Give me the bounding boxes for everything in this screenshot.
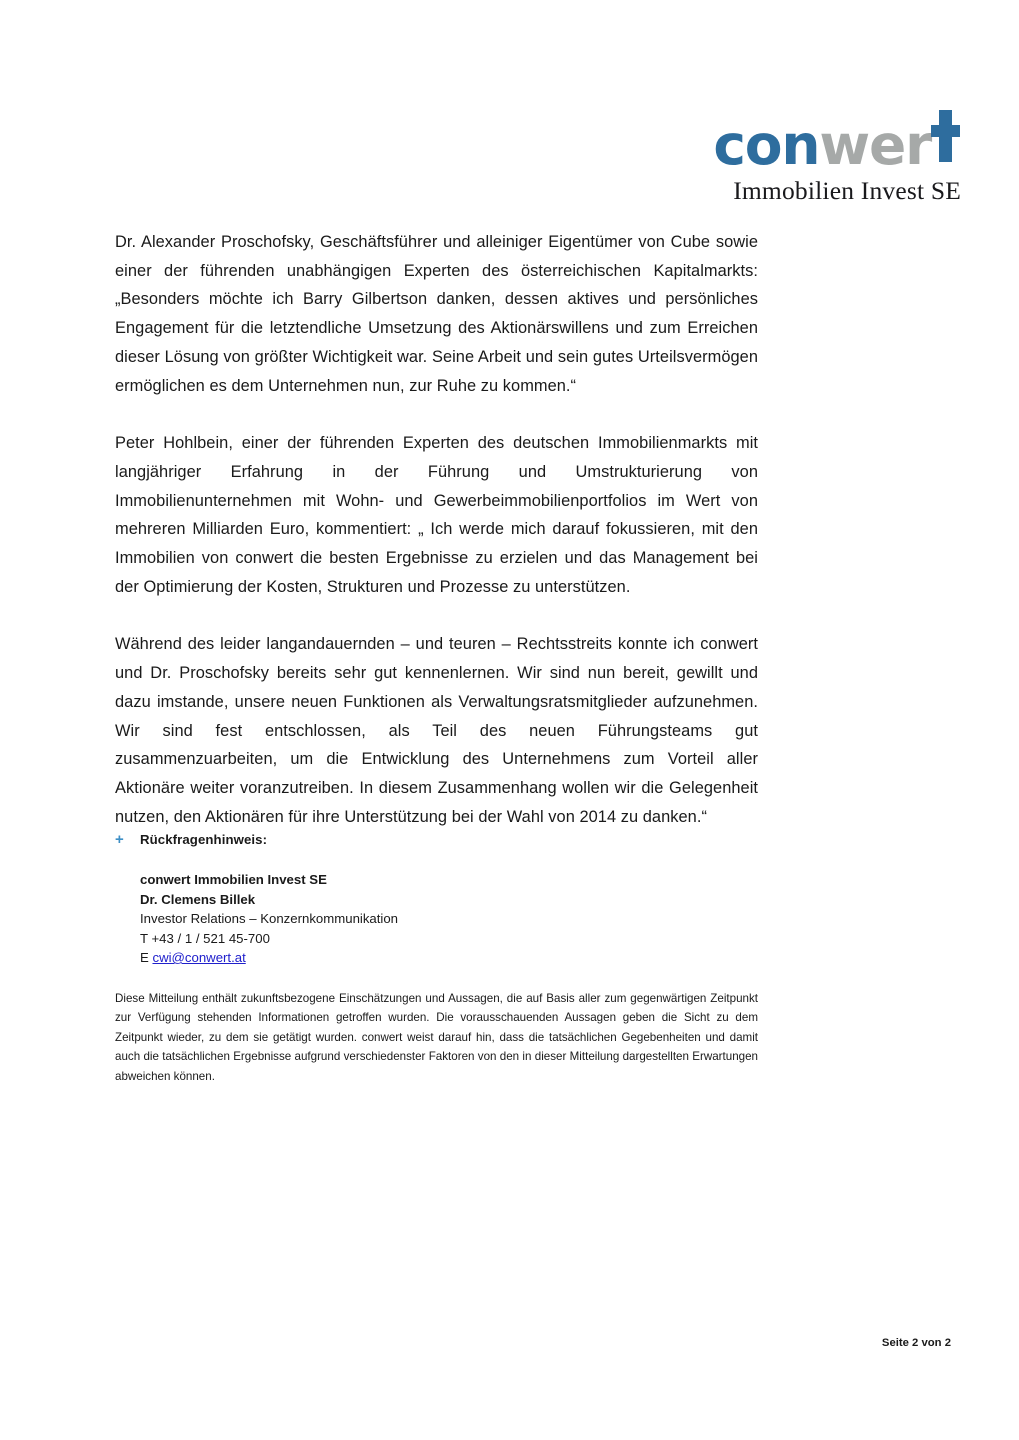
- contact-details: [140, 870, 758, 968]
- contact-phone: T +43 / 1 / 521 45-700: [140, 930, 270, 946]
- logo-text-con: con: [713, 113, 820, 177]
- conwert-logo: [713, 112, 961, 204]
- contact-heading-row: [115, 831, 758, 849]
- logo-subtitle: Immobilien Invest SE: [733, 176, 961, 205]
- logo-wordmark: [713, 112, 961, 177]
- logo-t-horizontal-bar: [931, 125, 960, 137]
- contact-block: [115, 831, 758, 968]
- logo-text-wer: wer: [819, 113, 931, 177]
- contact-email-link[interactable]: cwi@conwert.at: [152, 950, 246, 965]
- contact-heading-label: Rückfragenhinweis:: [140, 832, 268, 847]
- contact-email-line: [140, 948, 758, 968]
- contact-company: conwert Immobilien Invest SE: [140, 872, 327, 887]
- contact-role: Investor Relations – Konzernkommunikation: [140, 911, 399, 926]
- email-prefix-label: E: [140, 950, 153, 965]
- paragraph-2: Peter Hohlbein, einer der führenden Experten des deutschen Immobilienmarkts mit langjähriger Erfahrung in der Führung und Umstrukturierung von Immobilienunternehmen mit Wohn- und Gewerbeimmobilienportfolios im Wert von mehreren Milliarden Euro, kommentiert: „ Ich werde mich darauf fokussieren, mit den Immobilien von conwert die besten Ergebnisse zu erzielen und das Management bei der Optimierung der Kosten, Strukturen und Prozesse zu unterstützen.: [115, 434, 758, 596]
- logo-plus-t-icon: [931, 112, 961, 164]
- body-content: [115, 228, 758, 831]
- paragraph-3: Während des leider langandauernden – und teuren – Rechtsstreits konnte ich conwert und Dr. Proschofsky bereits sehr gut kennenlernen. Wir sind nun bereit, gewillt und dazu imstande, unsere neuen Funktionen als Verwaltungsratsmitglieder aufzunehmen. Wir sind fest entschlossen, als Teil des neuen Führungsteams gut zusammenzuarbeiten, um die Entwicklung des Unternehmens zum Vorteil aller Aktionäre weiter voranzutreiben. In diesem Zusammenhang wollen wir die Gelegenheit nutzen, den Aktionären für ihre Unterstützung bei der Wahl von 2014 zu danken.“: [115, 635, 758, 826]
- contact-person: Dr. Clemens Billek: [140, 891, 256, 907]
- paragraph-1: Dr. Alexander Proschofsky, Geschäftsführer und alleiniger Eigentümer von Cube sowie einer der führenden unabhängigen Experten des österreichischen Kapitalmarkts: „Besonders möchte ich Barry Gilbertson danken, dessen aktives und persönliches Engagement für die letztendliche Umsetzung des Aktionärswillens und zum Erreichen dieser Lösung von größter Wichtigkeit war. Seine Arbeit und sein gutes Urteilsvermögen ermöglichen es dem Unternehmen nun, zur Ruhe zu kommen.“: [115, 233, 758, 395]
- page-footer: Seite 2 von 2: [881, 1337, 951, 1349]
- plus-bullet-icon: +: [115, 831, 124, 848]
- disclaimer-text: Diese Mitteilung enthält zukunftsbezogene Einschätzungen und Aussagen, die auf Basis aller zum gegenwärtigen Zeitpunkt zur Verfügung stehenden Informationen getroffen wurden. Die vorausschauenden Aussagen geben die Sicht zu dem Zeitpunkt wieder, zu dem sie getätigt wurden. conwert weist darauf hin, dass die tatsächlichen Gegebenheiten und damit auch die tatsächlichen Ergebnisse aufgrund verschiedenster Faktoren von den in dieser Mitteilung dargestellten Erwartungen abweichen können.: [115, 992, 758, 1083]
